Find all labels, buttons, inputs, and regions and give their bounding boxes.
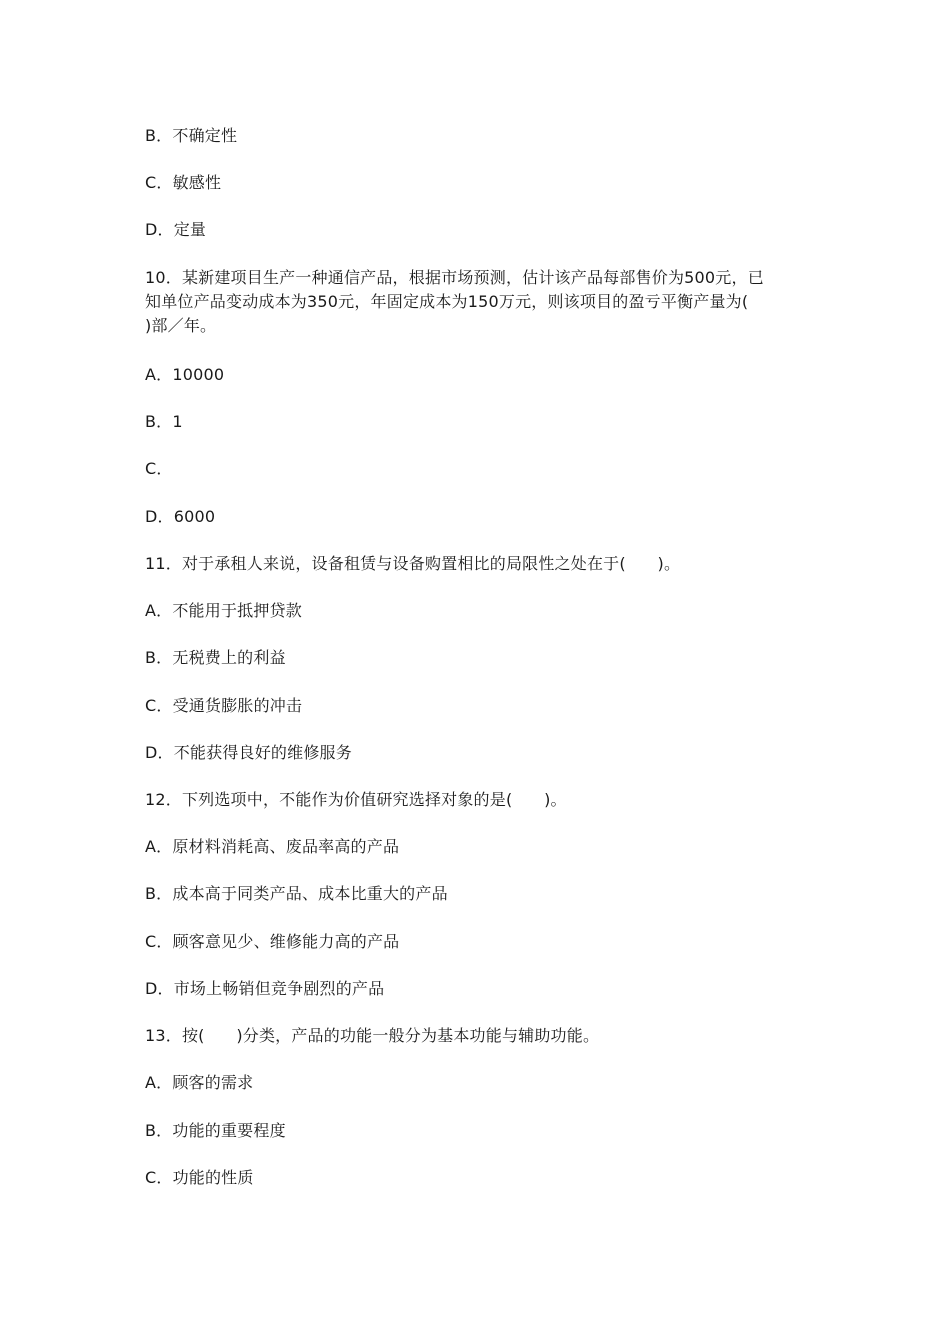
q10-stem-line: 10．某新建项目生产一种通信产品，根据市场预测，估计该产品每部售价为500元，已 [145,268,764,287]
q10-option-a: A．10000 [145,365,225,384]
q10-option-b: B．1 [145,412,183,431]
q10-stem [145,266,805,338]
q9-option-d: D．定量 [145,220,207,239]
q11-option-d: D．不能获得良好的维修服务 [145,743,352,762]
q11-option-c: C．受通货膨胀的冲击 [145,696,303,715]
q11-option-b: B．无税费上的利益 [145,648,286,667]
q10-option-d: D．6000 [145,507,216,526]
q10-stem-line: )部／年。 [145,316,217,335]
q11-option-a: A．不能用于抵押贷款 [145,601,302,620]
q13-option-c: C．功能的性质 [145,1168,254,1187]
q13-option-b: B．功能的重要程度 [145,1121,286,1140]
q12-option-b: B．成本高于同类产品、成本比重大的产品 [145,884,448,903]
q13-option-a: A．顾客的需求 [145,1073,254,1092]
q12-option-d: D．市场上畅销但竞争剧烈的产品 [145,979,385,998]
q10-option-c: C． [145,459,173,478]
q11-stem: 11．对于承租人来说，设备租赁与设备购置相比的局限性之处在于( )。 [145,554,681,573]
q10-stem-line: 知单位产品变动成本为350元，年固定成本为150万元，则该项目的盈亏平衡产量为( [145,292,749,311]
q13-stem: 13．按( )分类，产品的功能一般分为基本功能与辅助功能。 [145,1026,600,1045]
q12-option-a: A．原材料消耗高、废品率高的产品 [145,837,400,856]
q12-stem: 12．下列选项中，不能作为价值研究选择对象的是( )。 [145,790,567,809]
q12-option-c: C．顾客意见少、维修能力高的产品 [145,932,400,951]
q9-option-c: C．敏感性 [145,173,222,192]
q9-option-b: B．不确定性 [145,126,238,145]
